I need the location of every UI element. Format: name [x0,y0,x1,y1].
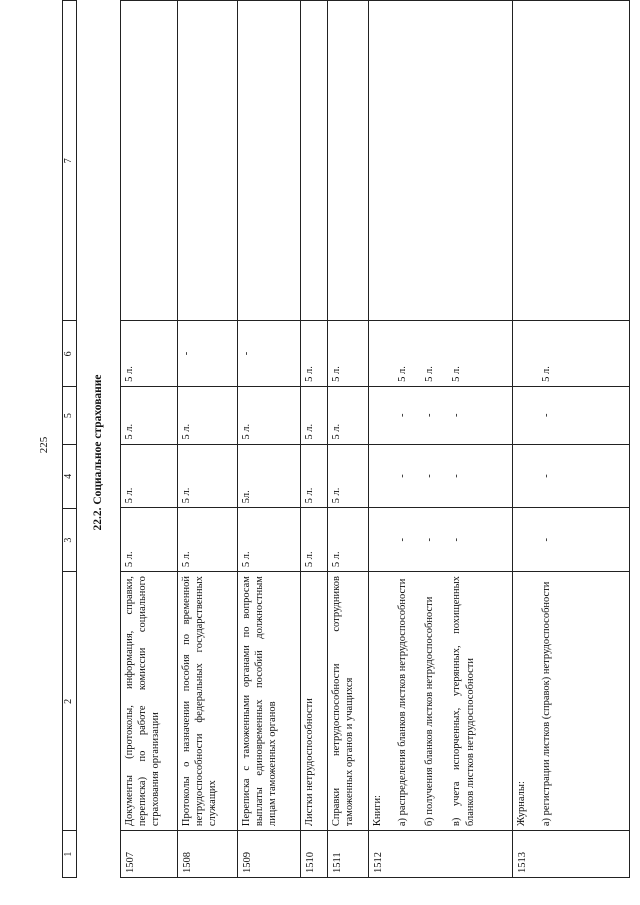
retention-term-c5 [328,386,369,444]
retention-term-value: 5 л. [124,366,135,382]
retention-term-value [330,5,343,316]
table-row [301,1,328,878]
table-row [328,1,369,878]
retention-term-c6 [121,321,178,387]
section-title: 22.2. Социальное страхование [92,374,104,531]
retention-term-value: - [541,537,553,542]
retention-term-value: - [397,474,409,478]
retention-term-value: 5 л. [241,551,252,568]
retention-term-value [371,449,384,504]
retention-term-c4 [121,444,178,508]
retention-term-value: - [424,537,436,542]
retention-term-c3 [238,508,301,572]
retention-term-c3 [328,508,369,572]
retention-term-c7 [121,1,178,321]
retention-term-value: - [451,413,463,417]
document-type-line: Журналы: [516,781,527,827]
page-number: 225 [38,436,50,454]
article-number: 1512 [369,831,513,878]
document-type [513,572,630,831]
retention-term-c5 [178,386,238,444]
column-number: 5 [63,387,77,445]
records-table [120,0,630,878]
retention-term-c6 [369,321,513,387]
document-type [238,572,301,831]
retention-term-value: - [397,413,409,417]
retention-term-value: 5 л. [304,423,315,440]
retention-term-value: 5 л. [304,366,315,382]
retention-term-value [371,512,384,567]
retention-term-value: - [451,474,463,478]
article-number: 1510 [301,831,328,878]
retention-term-value: - [424,474,436,478]
retention-term-value: 5 л. [397,366,409,382]
retention-term-value [240,5,253,316]
retention-term-value: - [451,537,463,542]
retention-term-value: 5 л. [331,423,342,440]
retention-term-value [180,5,193,316]
retention-term-value [371,391,384,440]
retention-term-value: - [541,474,553,478]
retention-term-c7 [369,1,513,321]
retention-term-value [123,5,136,316]
document-type [121,572,178,831]
retention-term-value: 5 л. [541,366,553,382]
document-type-line: а) распределения бланков листков нетрудоспособности [397,578,409,827]
article-number: 1511 [328,831,369,878]
retention-term-value: 5 л. [304,551,315,568]
document-type [301,572,328,831]
retention-term-value: 5 л. [181,487,192,504]
retention-term-value: 5 л. [451,366,463,382]
retention-term-value [303,5,316,316]
retention-term-c6 [513,321,630,387]
retention-term-c3 [121,508,178,572]
article-number: 1513 [513,831,630,878]
retention-term-c6 [301,321,328,387]
retention-term-value [515,512,528,567]
document-type-line: б) получения бланков листков нетрудоспособности [424,596,436,827]
retention-term-c6 [178,321,238,387]
retention-term-c7 [238,1,301,321]
article-number: 1509 [238,831,301,878]
retention-term-value: 5 л. [241,423,252,440]
table-row [513,1,630,878]
retention-term-value: 5 л. [304,487,315,504]
retention-term-c4 [178,444,238,508]
article-number: 1507 [121,831,178,878]
retention-term-c4 [513,444,630,508]
document-type [328,572,369,831]
table-row [369,1,513,878]
retention-term-c7 [328,1,369,321]
document-type [178,572,238,831]
retention-term-value: 5 л. [181,423,192,440]
retention-term-c3 [178,508,238,572]
retention-term-value: 5 л. [124,551,135,568]
table-row [121,1,178,878]
retention-term-value [371,325,384,382]
document-type [369,572,513,831]
retention-term-c4 [328,444,369,508]
retention-term-value: 5 л. [124,423,135,440]
retention-term-value: 5 л. [181,551,192,568]
retention-term-value: - [424,413,436,417]
retention-term-value [515,325,528,382]
retention-term-c4 [238,444,301,508]
table-body [121,1,630,878]
column-number-header [62,0,77,878]
column-number: 1 [63,831,77,878]
retention-term-c7 [301,1,328,321]
retention-term-c5 [369,386,513,444]
article-number: 1508 [178,831,238,878]
retention-term-c3 [301,508,328,572]
document-type-line: а) регистрации листков (справок) нетрудоспособности [541,581,553,827]
document-type-line: в) учета испорченных, утерянных, похищенных бланков листков нетрудоспособности [451,576,476,827]
retention-term-c7 [513,1,630,321]
retention-term-value: 5 л. [124,487,135,504]
retention-term-value [515,391,528,440]
document-type-line: Книги: [372,795,383,827]
retention-term-c3 [369,508,513,572]
retention-term-value [371,5,384,316]
table-row [178,1,238,878]
retention-term-value: 5 л. [331,551,342,568]
document-type-line: Листки нетрудоспособности [304,698,315,827]
retention-term-value [515,449,528,504]
retention-term-value: - [241,351,252,356]
retention-term-c6 [328,321,369,387]
document-type-line: Справки нетрудоспособности сотрудников таможенных органов и учащихся [331,576,356,827]
column-number: 6 [63,321,77,387]
retention-term-c3 [513,508,630,572]
document-type-line: Переписка с таможенными органами по вопросам выплаты единовременных пособий должностным лицам таможенных органов [241,576,279,827]
column-number: 7 [63,1,77,321]
retention-term-value: 5 л. [331,487,342,504]
retention-term-c7 [178,1,238,321]
retention-term-c4 [369,444,513,508]
retention-term-value: - [397,537,409,542]
retention-term-value: - [181,351,192,356]
retention-term-c5 [301,386,328,444]
retention-term-value: 5 л. [331,366,342,382]
retention-term-c5 [513,386,630,444]
retention-term-value [515,5,528,316]
column-number: 3 [63,508,77,572]
column-number: 2 [63,572,77,831]
retention-term-c6 [238,321,301,387]
column-number: 4 [63,444,77,508]
retention-term-value: 5 л. [424,366,436,382]
retention-term-value: 5л. [241,490,252,504]
document-type-line: Протоколы о назначении пособия по временной нетрудоспособности федеральных государственных служащих [181,576,219,827]
retention-term-c4 [301,444,328,508]
table-row [238,1,301,878]
retention-term-c5 [238,386,301,444]
document-type-line: Документы (протоколы, информация, справки, переписка) по работе комиссии социального страхования организации [124,576,162,827]
retention-term-value: - [541,413,553,417]
retention-term-c5 [121,386,178,444]
